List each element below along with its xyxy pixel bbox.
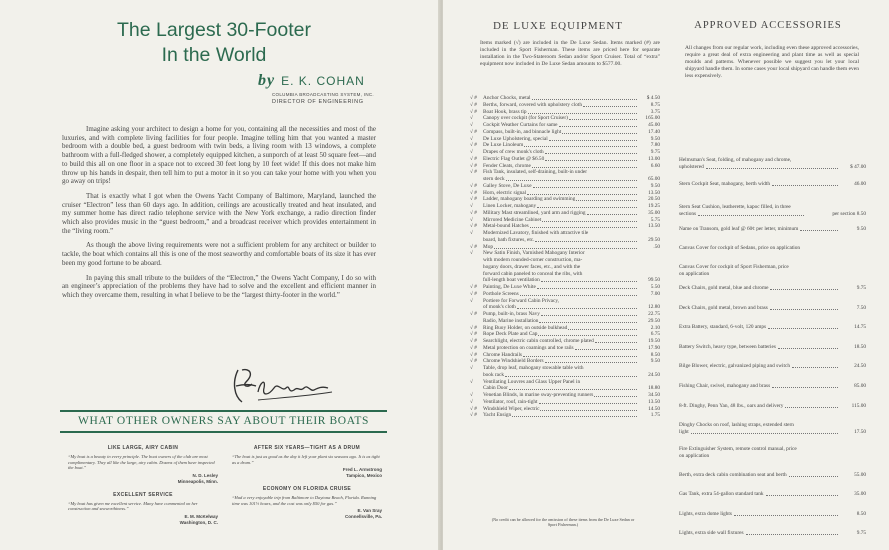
testimonial-place: Washington, D. C. [179, 519, 218, 525]
author-title: DIRECTOR OF ENGINEERING [272, 99, 364, 105]
testimonial-place: Tampico, Mexico [346, 473, 382, 479]
byline [258, 72, 365, 90]
divider [60, 431, 387, 433]
deluxe-item: √ # Metal-bound Hatches 13.50 [470, 223, 660, 230]
testimonial-heading: LIKE LARGE, AIRY CABIN [107, 445, 179, 451]
paragraph: Imagine asking your architect to design a home for you, containing all the necessities and most of the luxuries, and with complete living facilities for four people. Imagine telling him that you wanted a master bedroom with a double bed, a guest bedroom with twin beds, a living room with 13 windows, a complete bathroom with a full-fledged shower, a completely equipped kitchen, a sunporch of at least 50 square feet—and to build this all on one floor in a space not to exceed 30 feet long by 10 feet wide! If this does not make him throw up his hands in despair, then tell him to put a motor in it so you can take your home with you when you go away on trips! [62, 125, 376, 186]
testimonial-heading: AFTER SIX YEARS—TIGHT AS A DRUM [253, 445, 361, 451]
accessory-item: Stern Seat Cushion, leatherette, kapoc filled, in three sections per section 8.50 [679, 204, 866, 217]
deluxe-note: (No credit can be allowed for the omission of these items from the De Luxe Sedan or Sport Fisherman.) [491, 517, 635, 528]
deluxe-item: √ Venetian Blinds, in marine sway-preventing runners 34.50 [470, 392, 660, 398]
deluxe-item: √ # Anchor Chocks, metal $ 4.50 [470, 95, 660, 101]
author-name: E. K. COHAN [281, 74, 365, 88]
accessories-intro: All changes from our regular work, including even these approved accessories, require a great deal of extra engineering and plant time as well as special moulds and patterns. Whenever possible we suggest you let your local shipyard handle them. In some cases your local shipyard can handle them even less expensively. [685, 45, 859, 79]
left-page [0, 0, 440, 550]
author-affiliation: COLUMBIA BROADCASTING SYSTEM, INC. [272, 92, 374, 97]
deluxe-item: √ # Electric Flag Outlet @ $6.50 13.00 [470, 155, 660, 162]
deluxe-item: √ # Porthole Screens 7.00 [470, 290, 660, 297]
article-title [64, 18, 364, 68]
testimonial [68, 493, 218, 526]
accessory-item: 8-ft. Dinghy, Penn Yan, 48 lbs., oars and delivery 115.00 [679, 403, 866, 409]
deluxe-item: √ Drapes of crew monk's cloth 9.75 [470, 149, 660, 155]
paragraph: In paying this small tribute to the builders of the “Electron,” the Owens Yacht Company, I do so with an engineer’s appreciation of the problems they have had to solve and the excellent and efficient manner in which they overcame them, resulting in what I believe to be the “largest thirty-footer in the world.” [62, 273, 376, 299]
accessory-item: Stern Cockpit Seat, mahogany, berth width 46.00 [679, 181, 866, 187]
deluxe-item: Radio, Marine installation 29.50 [483, 317, 660, 324]
accessories-heading: APPROVED ACCESSORIES [694, 20, 842, 31]
accessory-item: Extra Battery, standard, 6-volt, 120 amps 14.75 [679, 324, 866, 330]
testimonial-place: Connellsville, Pa. [344, 514, 382, 520]
deluxe-item: √ # Rope Deck Plate and Cap 6.75 [470, 331, 660, 338]
testimonials-column-left [68, 446, 218, 534]
deluxe-item: √ # Mop .50 [470, 243, 660, 250]
deluxe-heading: DE LUXE EQUIPMENT [492, 20, 624, 32]
deluxe-item: √ # Berths, forward, covered with upholstery cloth 8.75 [470, 101, 660, 108]
paragraph: That is exactly what I got when the Owens Yacht Company of Baltimore, Maryland, launched the cruiser “Electron” less than 60 days ago. In addition, ceilings are acoustically treated and heat insulated, and my summer home has direct radio telephone service with the New York exchange, a radio direction finder which also provides music in the “guest bedroom,” and a broadcast receiver which provides entertainment in the “living room.” [62, 191, 376, 235]
testimonial-name: N. D. Lesley [192, 473, 218, 479]
byline-by: by [258, 72, 276, 89]
testimonial-heading: EXCELLENT SERVICE [113, 491, 173, 498]
deluxe-item: √ # De Luxe Linoleum 7.80 [470, 142, 660, 149]
accessory-item: Deck Chairs, gold metal, blue and chrome 9.75 [679, 285, 866, 291]
testimonial-quote: “Had a very enjoyable trip from Baltimore to Daytona Beach, Florida. Running time was 101½ hours, and the cost was only $50 for gas.” [232, 494, 377, 506]
testimonial-name: E. Van Sray [357, 508, 382, 514]
deluxe-item: √ # Galley Stove, De Luxe 9.50 [470, 182, 660, 189]
deluxe-item: √ # Chrome Windshield Borders 9.50 [470, 358, 660, 365]
accessory-item: Name on Transom, gold leaf @ 60¢ per letter, minimum 9.50 [679, 226, 866, 232]
testimonial [232, 446, 382, 479]
deluxe-equipment-list [470, 95, 660, 419]
deluxe-item: √ Modernized Lavatory, finished with attractive tile board, bath fixtures, etc. 29.50 [470, 230, 660, 243]
testimonial-quote: “The boat is just as good as the day it left your plant six seasons ago. It is as tight as a drum.” [232, 453, 380, 465]
deluxe-item: √ # Painting, De Luxe White 5.50 [470, 284, 660, 290]
testimonial [68, 446, 218, 485]
deluxe-item: √ # Metal protection on coamings and toe rails 17.90 [470, 344, 660, 351]
testimonial-name: E. M. McKelway [184, 514, 218, 520]
deluxe-item: √ Cockpit Weather Curtains for same 45.00 [470, 122, 660, 128]
testimonial-name: Fred L. Armstrong [342, 467, 382, 473]
accessory-item: Helmsman's Seat, folding, of mahogany and chrome, upholstered $ 47.00 [679, 157, 866, 170]
signature-image [228, 362, 338, 408]
accessory-item: Gas Tank, extra 54-gallon standard tank 35.00 [679, 491, 866, 497]
accessory-item: Lights, extra side wall fixtures 9.75 [679, 530, 866, 536]
accessory-item: Bilge Blower, electric, galvanized piping and switch 24.50 [679, 363, 866, 369]
deluxe-item: √ Mirrored Medicine Cabinet 5.75 [470, 216, 660, 223]
deluxe-intro: Items marked (√) are included in the De Luxe Sedan. Items marked (#) are included in the Sport Fisherman. These items are priced here for separate installation in the Two-Stateroom Sedan and/or Sport Cruiser. Total of “extra” equipment now included in De Luxe Sedan amounts to $577.00. [480, 40, 660, 67]
accessory-item: Battery Switch, heavy type, between batteries 18.50 [679, 344, 866, 350]
deluxe-item: √ Canopy over cockpit (for Sport Cruiser) 165.00 [470, 115, 660, 122]
deluxe-item: √ # Military Mast streamlined, yard arm and rigging 35.00 [470, 209, 660, 216]
testimonial-quote: “My boat has given me excellent service. Many have commented on her construction and seaworthiness.” [68, 500, 198, 512]
paragraph: As though the above living requirements were not a sufficient problem for any architect or builder to tackle, the boat which contains all this is one of the most seaworthy and comfortable boats of its size it has ever been my good fortune to be aboard. [62, 241, 376, 267]
deluxe-item: √ # Compass, built-in, and binnacle light 17.40 [470, 128, 660, 135]
owners-heading: WHAT OTHER OWNERS SAY ABOUT THEIR BOATS [78, 415, 369, 427]
deluxe-item: √ Ventilating Louvres and Glass Upper Panel in Cabin Door 18.80 [470, 378, 660, 392]
accessory-item: Fire Extinguisher System, remote control manual, price on application [679, 446, 797, 459]
accessory-item: Lights, extra dome lights 8.50 [679, 511, 866, 517]
accessory-item: Deck Chairs, gold metal, brown and brass 7.50 [679, 305, 866, 311]
accessory-item: Canvas Cover for cockpit of Sedans, price on application [679, 245, 801, 251]
accessory-item: Fishing Chair, swivel, mahogany and brass 85.00 [679, 383, 866, 389]
divider [60, 410, 387, 412]
article-body [62, 125, 376, 306]
accessory-item: Berth, extra deck cabin combination seat and berth 55.00 [679, 472, 866, 478]
deluxe-item: √ New Satin Finish, Varnished Mahogany Interior with modern rounded-corner construction, ma- hogany doors, drawer faces, etc., and with the forward cabin paneled to conceal the ribs, with full-length boat ventilation 99.50 [470, 250, 660, 284]
deluxe-item: √ # Ring Buoy Holder, on outside bulkhead 2.10 [470, 324, 660, 331]
deluxe-item: √ De Luxe Upholstering, special 9.50 [470, 135, 660, 142]
title-line-1: The Largest 30-Footer [116, 19, 312, 41]
deluxe-item: √ # Chrome Handrails 8.50 [470, 351, 660, 358]
testimonials-column-right [232, 446, 382, 528]
deluxe-item: √ # Windshield Wiper, electric 14.50 [470, 405, 660, 412]
deluxe-item: √ # Fender Cleats, chrome 6.60 [470, 162, 660, 169]
accessory-item: Canvas Cover for cockpit of Sport Fisherman, price on application [679, 264, 789, 277]
testimonial [232, 487, 382, 520]
deluxe-item: √ # Pump, built-in, brass Navy 22.75 [470, 311, 660, 317]
deluxe-item: √ Ventilator, roof, rain-tight 13.50 [470, 398, 660, 405]
deluxe-item: √ Portiere for Forward Cabin Privacy, of monk's cloth 12.80 [470, 297, 660, 311]
title-line-2: In the World [161, 44, 267, 66]
testimonial-place: Minneapolis, Minn. [177, 478, 218, 484]
accessory-item: Dinghy Chocks on roof, lashing straps, extended stern light 17.50 [679, 422, 866, 435]
testimonial-quote: “My boat is a beauty in every principle. The boat owners of the club are most complimentary. They all like the large, airy cabin. Dozens of them have inspected the boat.” [68, 453, 215, 471]
deluxe-item: √ # Yacht Ensign 1.75 [470, 412, 660, 419]
deluxe-item: √ Table, drop leaf, mahogany stowable table with book rack 24.50 [470, 365, 660, 378]
deluxe-item: √ # Ladder, mahogany boarding and swimming 20.50 [470, 196, 660, 203]
deluxe-item: √ Linen Locker, mahogany 19.25 [470, 203, 660, 209]
deluxe-item: √ # Horn, electric signal 13.50 [470, 189, 660, 196]
deluxe-item: √ # Searchlight, electric cabin controlled, chrome plated 19.50 [470, 338, 660, 344]
deluxe-item: √ # Fish Tank, insulated, self-draining, built-in under stern deck 65.00 [470, 169, 660, 182]
testimonial-heading: ECONOMY ON FLORIDA CRUISE [262, 485, 352, 492]
deluxe-item: √ # Boat Hook, brass tip 3.75 [470, 108, 660, 115]
